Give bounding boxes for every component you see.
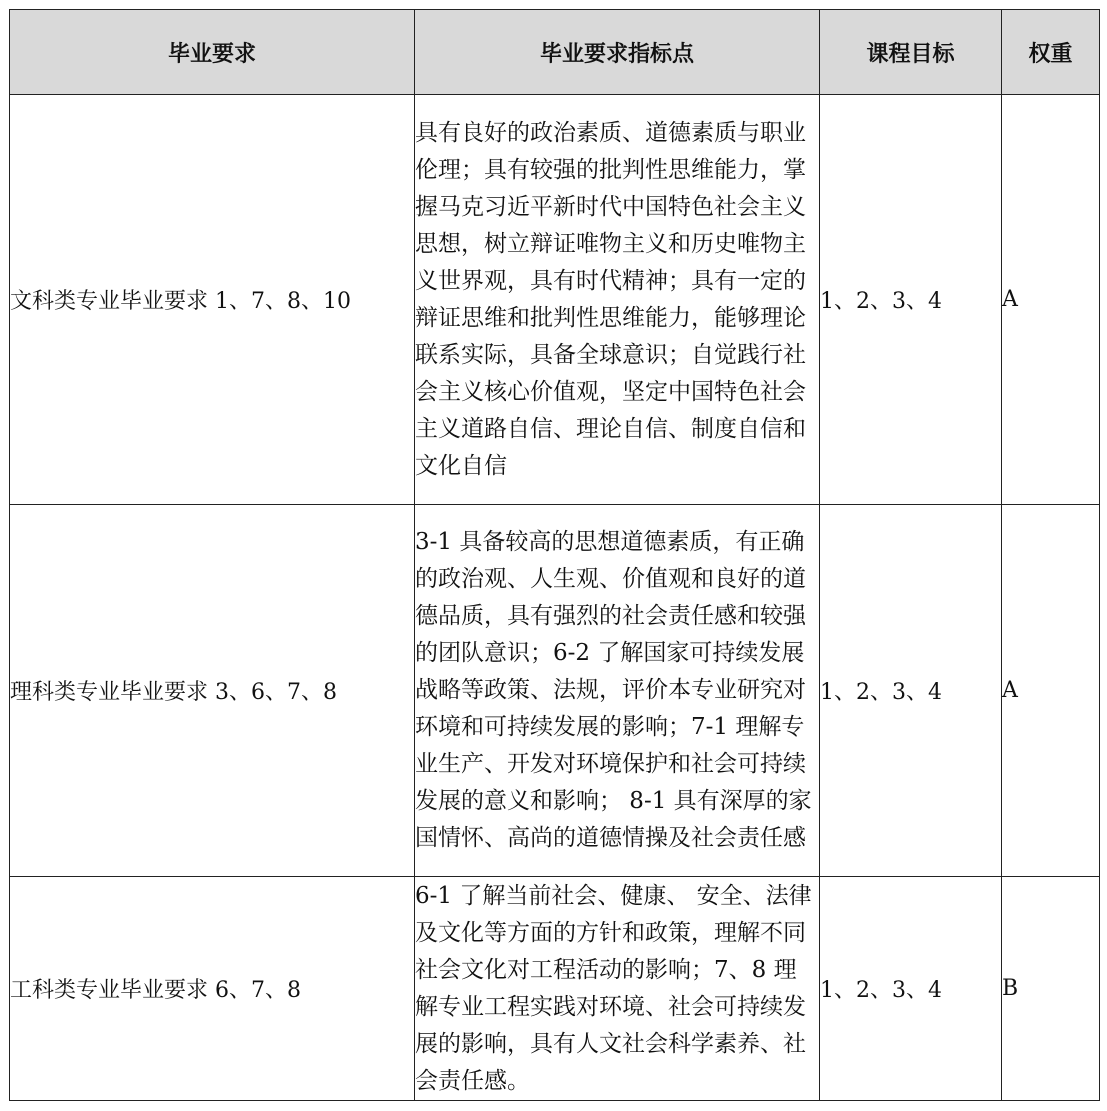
indicator-cell: 3-1 具备较高的思想道德素质，有正确的政治观、人生观、价值观和良好的道德品质，具有强烈的社会责任感和较强的团队意识；6-2 了解国家可持续发展战略等政策、法规，评价本专业研究对环境和可持续发展的影响；7-1 理解专业生产、开发对环境保护和社会可持续发展的意义和影响； 8-1 具有深厚的家国情怀、高尚的道德情操及社会责任感: [415, 505, 820, 877]
objectives-cell: 1、2、3、4: [820, 877, 1002, 1101]
indicator-cell: 具有良好的政治素质、道德素质与职业伦理；具有较强的批判性思维能力，掌握马克习近平新时代中国特色社会主义思想，树立辩证唯物主义和历史唯物主义世界观，具有时代精神；具有一定的辩证思维和批判性思维能力，能够理论联系实际，具备全球意识；自觉践行社会主义核心价值观，坚定中国特色社会主义道路自信、理论自信、制度自信和文化自信: [415, 95, 820, 505]
table-row: [10, 95, 1100, 505]
header-requirement: 毕业要求: [10, 10, 415, 95]
weight-cell: A: [1002, 505, 1100, 877]
table-header: [10, 10, 1100, 95]
table-row: [10, 877, 1100, 1101]
header-course-objectives: 课程目标: [820, 10, 1002, 95]
table-row: [10, 505, 1100, 877]
table-body: [10, 95, 1100, 1101]
requirement-cell: 工科类专业毕业要求 6、7、8: [10, 877, 415, 1101]
header-indicator: 毕业要求指标点: [415, 10, 820, 95]
header-row: [10, 10, 1100, 95]
objectives-cell: 1、2、3、4: [820, 505, 1002, 877]
requirement-cell: 理科类专业毕业要求 3、6、7、8: [10, 505, 415, 877]
graduation-requirements-table: [9, 9, 1100, 1101]
requirement-cell: 文科类专业毕业要求 1、7、8、10: [10, 95, 415, 505]
weight-cell: B: [1002, 877, 1100, 1101]
header-weight: 权重: [1002, 10, 1100, 95]
indicator-cell: 6-1 了解当前社会、健康、 安全、法律及文化等方面的方针和政策，理解不同社会文化对工程活动的影响；7、8 理解专业工程实践对环境、社会可持续发展的影响，具有人文社会科学素养、社会责任感。: [415, 877, 820, 1101]
weight-cell: A: [1002, 95, 1100, 505]
objectives-cell: 1、2、3、4: [820, 95, 1002, 505]
